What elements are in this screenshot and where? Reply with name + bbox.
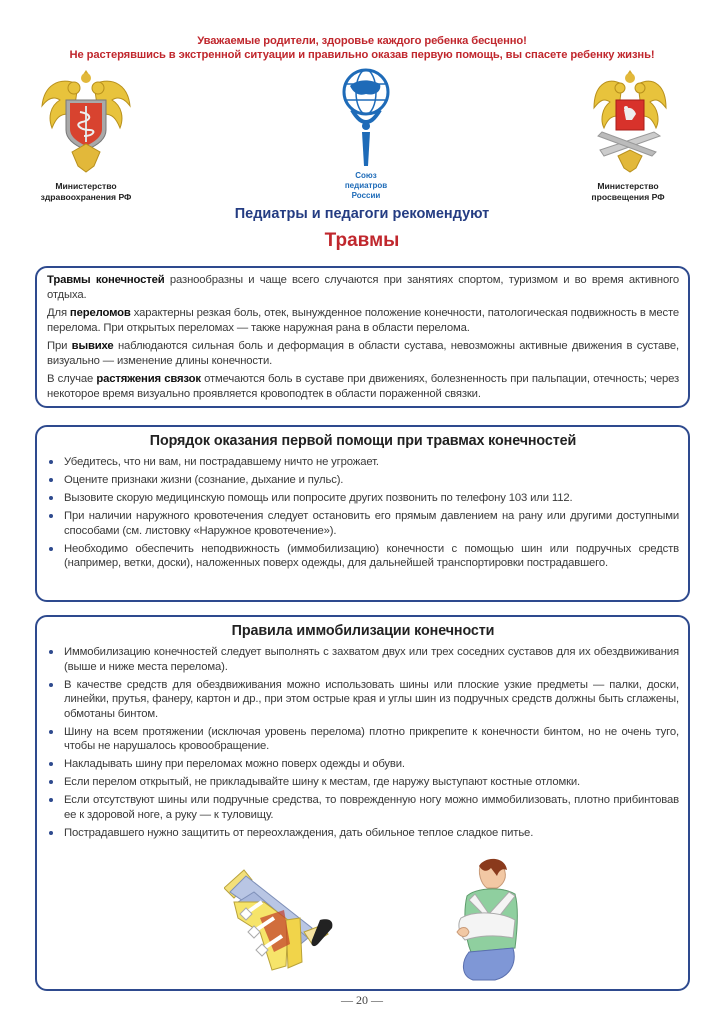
first-aid-box xyxy=(35,425,690,602)
banner-line-2: Не растерявшись в экстренной ситуации и правильно оказав первую помощь, вы спасете ребенку жизнь! xyxy=(69,49,655,61)
bullet-icon xyxy=(49,547,53,551)
education-ministry-caption xyxy=(568,181,688,203)
bullet-icon xyxy=(49,650,53,654)
paragraph-text: разнообразны и чаще всего случаются при занятиях спортом, туризмом и во время активного отдыха. xyxy=(47,274,679,301)
paragraph-text: наблюдаются сильная боль и деформация в области сустава, невозможны активные движения в суставе, визуально — изменение длины конечности. xyxy=(47,340,679,367)
health-ministry-caption xyxy=(26,181,146,203)
bullet-icon xyxy=(49,730,53,734)
list-item xyxy=(47,793,679,822)
bullet-icon xyxy=(49,496,53,500)
list-item-text: Если отсутствуют шины или подручные средства, то поврежденную ногу можно иммобилизовать, плотно прибинтовав ее к здоровой ноге, а руку — к туловищу. xyxy=(64,794,679,821)
banner-line-1: Уважаемые родители, здоровье каждого ребенка бесценно! xyxy=(197,35,527,47)
list-item xyxy=(47,757,679,772)
list-item xyxy=(47,455,679,470)
splinted-leg-illustration-icon xyxy=(224,862,354,972)
list-item-text: Шину на всем протяжении (исключая уровень перелома) плотно прикрепите к конечности бинтом, но не очень туго, чтобы не нарушалось кровообращение. xyxy=(64,725,679,752)
list-item xyxy=(47,678,679,722)
first-aid-list xyxy=(47,455,679,571)
paragraph-text: В случае xyxy=(47,373,97,385)
list-item-text: В качестве средств для обездвиживания можно использовать шины или плоские узкие предметы — палки, доски, линейки, прутья, фанеру, картон и др., при этом острые края и углы шин из подручных средств должны быть сглажены, обмотаны бинтом. xyxy=(64,678,679,720)
list-item xyxy=(47,542,679,571)
caption-line: просвещения РФ xyxy=(591,192,665,202)
bullet-icon xyxy=(49,683,53,687)
globe-figure-logo-icon xyxy=(336,66,396,168)
bold-term: Травмы конечностей xyxy=(47,274,165,286)
intro-paragraph xyxy=(47,306,679,335)
paragraph-text: отмечаются боль в суставе при движениях, болезненность при пальпации, отечность; через некоторое время визуально проявляется кровоподтек в области пораженной связки. xyxy=(47,373,679,400)
list-item-text: Убедитесь, что ни вам, ни пострадавшему ничто не угрожает. xyxy=(64,456,379,468)
caption-line: Министерство xyxy=(55,181,117,191)
immobilization-box xyxy=(35,615,690,991)
list-item-text: Накладывать шину при переломах можно поверх одежды и обуви. xyxy=(64,758,405,770)
intro-paragraph xyxy=(47,339,679,368)
bullet-icon xyxy=(49,514,53,518)
list-item xyxy=(47,473,679,488)
page-subtitle: Педиатры и педагоги рекомендуют xyxy=(234,206,490,222)
caption-line: педиатров xyxy=(344,181,388,190)
list-item-text: Оцените признаки жизни (сознание, дыхание и пульс). xyxy=(64,474,344,486)
immobilization-list xyxy=(47,645,679,840)
pediatricians-union-caption xyxy=(326,171,406,201)
bold-term: вывихе xyxy=(71,340,114,352)
caption-line: здравоохранения РФ xyxy=(40,192,132,202)
list-item xyxy=(47,826,679,841)
bullet-icon xyxy=(49,460,53,464)
first-aid-heading: Порядок оказания первой помощи при травмах конечностей xyxy=(149,433,577,449)
list-item-text: При наличии наружного кровотечения следует остановить его прямым давлением на рану или другими доступными способами (см. листовку «Наружное кровотечение»). xyxy=(64,510,679,537)
caption-line: России xyxy=(351,191,381,200)
list-item-text: Иммобилизацию конечностей следует выполнять с захватом двух или трех соседних суставов для их обездвиживания (выше и ниже места перелома). xyxy=(64,646,679,673)
list-item xyxy=(47,775,679,790)
page-number: — 20 — xyxy=(341,993,383,1007)
arm-sling-illustration-icon xyxy=(455,858,525,982)
bold-term: переломов xyxy=(69,307,131,319)
caption-line: Министерство xyxy=(597,181,659,191)
bullet-icon xyxy=(49,762,53,766)
list-item xyxy=(47,491,679,506)
double-headed-eagle-st-george-emblem-icon xyxy=(592,66,668,176)
caption-line: Союз xyxy=(355,171,377,180)
double-headed-eagle-caduceus-emblem-icon xyxy=(38,66,134,176)
immobilization-heading: Правила иммобилизации конечности xyxy=(231,623,495,639)
bold-term: растяжения связок xyxy=(96,373,201,385)
list-item-text: Если перелом открытый, не прикладывайте шину к местам, где наружу выступают костные отломки. xyxy=(64,776,581,788)
list-item xyxy=(47,725,679,754)
bullet-icon xyxy=(49,798,53,802)
bullet-icon xyxy=(49,478,53,482)
page-title: Травмы xyxy=(324,230,400,251)
paragraph-text: характерны резкая боль, отек, вынужденное положение конечности, патологическая подвижность в месте перелома. При открытых переломах — также наружная рана в области перелома. xyxy=(47,307,680,334)
list-item-text: Вызовите скорую медицинскую помощь или попросите других позвонить по телефону 103 или 112. xyxy=(64,492,573,504)
intro-paragraph xyxy=(47,273,679,302)
intro-box xyxy=(35,266,690,408)
list-item-text: Пострадавшего нужно защитить от переохлаждения, дать обильное теплое сладкое питье. xyxy=(64,826,534,839)
bullet-icon xyxy=(49,831,53,835)
top-banner xyxy=(0,34,724,62)
list-item xyxy=(47,509,679,538)
list-item xyxy=(47,645,679,674)
bullet-icon xyxy=(49,780,53,784)
intro-paragraph xyxy=(47,372,679,401)
paragraph-text: Для xyxy=(47,307,70,319)
paragraph-text: При xyxy=(47,340,72,352)
list-item-text: Необходимо обеспечить неподвижность (иммобилизацию) конечности с помощью шин или подручных средств (например, ветки, доски), наложенных поверх одежды, для дальнейшей транспортировки пострадавшего. xyxy=(64,542,679,569)
